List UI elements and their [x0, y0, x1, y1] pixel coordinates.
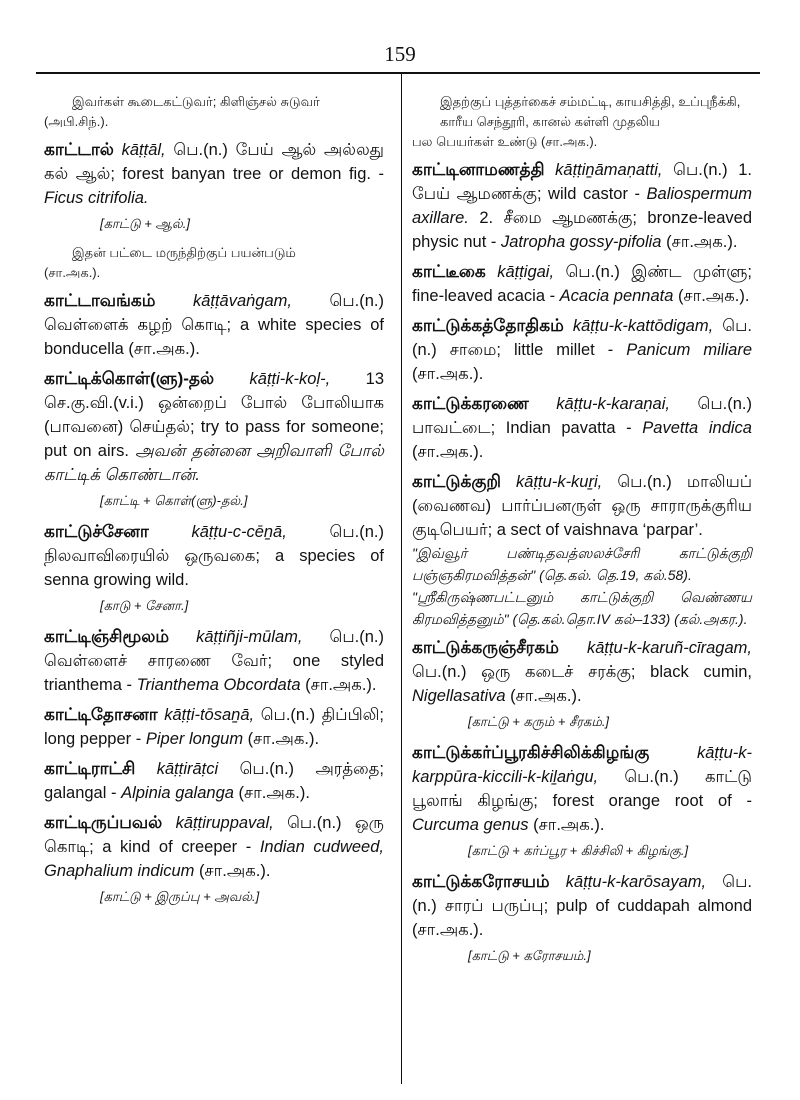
etymology: [காடு + சேனா.]: [100, 598, 189, 613]
source: (சா.அக.).: [678, 287, 750, 305]
header-rule: [36, 72, 760, 74]
source: (சா.அக.).: [247, 730, 320, 748]
headword: காட்டால்: [44, 140, 114, 159]
continued-text: இதற்குப் புத்தர்கைச் சம்மட்டி, காயசித்தி, உப்புநீக்கி, காரீய செந்தூரி, கானல் கள்ளி முதலிய பல பெயர்கள் உண்டு (சா.அக.).: [412, 94, 741, 149]
definition: 2. சீமை ஆமணக்கு; bronze-leaved physic nut -: [412, 209, 752, 251]
headword: காட்டாவங்கம்: [44, 291, 156, 310]
grammar: பெ.(n.): [412, 873, 752, 915]
entry: [44, 703, 384, 751]
grammar: பெ.(n.): [329, 292, 384, 310]
definition: ஒரு கடைச் சரக்கு; black cumin,: [481, 663, 752, 681]
scientific-name: Jatropha gossy-pifolia: [500, 233, 662, 251]
conjugation-number: 13: [365, 370, 384, 388]
definition: வெள்ளைக் கழற் கொடி; a white species of bonducella (சா.அக.).: [44, 316, 384, 358]
transliteration: kāṭṭirāṭci: [156, 760, 219, 778]
definition: அரத்தை; galangal -: [44, 760, 385, 802]
scientific-name: Baliospermum axillare.: [412, 185, 752, 227]
grammar: பெ.(n.): [624, 768, 679, 786]
source: (சா.அக.).: [305, 676, 377, 694]
entry: [44, 520, 384, 592]
headword: காட்டிஞ்சிமூலம்: [44, 627, 170, 646]
transliteration: kāṭṭu-c-cēṉā,: [191, 523, 287, 541]
scientific-name: Curcuma genus: [412, 816, 529, 834]
grammar: பெ.(n.): [329, 523, 384, 541]
entry: [44, 625, 384, 697]
entry: [412, 314, 752, 386]
headword: காட்டுக்குறி: [412, 472, 501, 491]
etymology: [காட்டு + ஆல்.]: [100, 216, 190, 231]
definition: வெள்ளைச் சாரணை வேர்; one styled trianthema -: [44, 652, 384, 694]
headword: காட்டீகை: [412, 262, 486, 281]
transliteration: kāṭṭu-k-karuñ-cīragam,: [586, 639, 752, 657]
entry: [412, 636, 752, 708]
definition: சாமை; little millet -: [449, 341, 614, 359]
headword: காட்டுக்கத்தோதிகம்: [412, 316, 564, 335]
transliteration: kāṭṭu-k-kattōdigam,: [572, 317, 714, 335]
column-divider: [401, 72, 402, 1084]
definition: இண்ட முள்ளு; fine-leaved acacia -: [412, 263, 752, 305]
transliteration: kāṭṭu-k-karppūra-kiccili-k-kiḻaṅgu,: [412, 744, 752, 786]
etymology: [காட்டு + கரோசயம்.]: [468, 948, 591, 963]
entry: [412, 392, 752, 464]
continued-text: இவர்கள் கூடைகட்டுவர்; கிளிஞ்சல் சுடுவர் (அபி.சிந்.).: [44, 94, 320, 129]
headword: காட்டுச்சேனா: [44, 522, 149, 541]
scientific-name: Alpinia galanga: [121, 784, 234, 802]
headword: காட்டுக்கரோசயம்: [412, 872, 550, 891]
definition: ஒரு கொடி; a kind of creeper -: [44, 814, 384, 856]
entry: [44, 367, 384, 487]
scientific-name: Ficus citrifolia.: [44, 189, 149, 207]
entry: [412, 870, 752, 942]
transliteration: kāṭṭāvaṅgam,: [192, 292, 292, 310]
headword: காட்டினாமணத்தி: [412, 160, 545, 179]
definition: பாவட்டை; Indian pavatta -: [412, 419, 632, 437]
headword: காட்டிருப்பவல்: [44, 813, 163, 832]
headword: காட்டுக்கர்ப்பூரகிச்சிலிக்கிழங்கு: [412, 743, 650, 762]
definition: பேய் ஆல் அல்லது கல் ஆல்; forest banyan tree or demon fig. -: [44, 141, 384, 183]
grammar: பெ.(n.): [287, 814, 342, 832]
definition: மாலியப் (வைணவ) பார்ப்பனருள் ஒரு சாராருக்குரிய குடிபெயர்; a sect of vaishnava ‘parpar’.: [412, 473, 752, 539]
entry: [412, 158, 752, 254]
entry: [412, 470, 752, 630]
example: அவன் தன்னை அறிவாளி போல் காட்டிக் கொண்டான்.: [44, 442, 384, 484]
scientific-name: Trianthema Obcordata: [136, 676, 301, 694]
source: (சா.அக.).: [510, 687, 582, 705]
entry: [44, 757, 384, 805]
transliteration: kāṭṭu-k-kuṟi,: [516, 473, 603, 491]
transliteration: kāṭṭiñji-mūlam,: [196, 628, 303, 646]
definition: 1. பேய் ஆமணக்கு; wild castor -: [412, 161, 753, 203]
etymology: [காட்டு + கரும் + சீரகம்.]: [468, 714, 610, 729]
definition: காட்டு பூலாங் கிழங்கு; forest orange root of -: [412, 768, 752, 810]
definition: ஒன்றைப் போல் போலியாக (பாவனை) செய்தல்; try to pass for someone; put on airs.: [44, 394, 384, 460]
grammar: பெ.(n.): [673, 161, 728, 179]
headword: காட்டிக்கொள்(ளு)-தல்: [44, 369, 215, 388]
grammar: பெ.(n.): [617, 473, 672, 491]
page-number: 159: [384, 42, 416, 66]
scientific-name: Acacia pennata: [559, 287, 674, 305]
entry: [44, 289, 384, 361]
transliteration: kāṭṭigai,: [497, 263, 555, 281]
grammar: பெ.(n.): [329, 628, 384, 646]
grammar: பெ.(n.): [239, 760, 295, 778]
quotation: "ஸ்ரீகிருஷ்ணபட்டனும் காட்டுக்குறி வெண்ணய கிரமவித்தனும்" (தெ.கல்.தொ.IV கல்–133) (கல்.அகர.).: [412, 589, 752, 627]
headword: காட்டுக்கரணை: [412, 394, 529, 413]
transliteration: kāṭṭu-k-karaṇai,: [556, 395, 670, 413]
entry: [44, 811, 384, 883]
source: (சா.அக.).: [666, 233, 738, 251]
grammar: பெ.(n.): [412, 663, 467, 681]
scientific-name: Panicum miliare: [626, 341, 752, 359]
definition: சாரப் பருப்பு; pulp of cuddapah almond: [444, 897, 752, 915]
headword: காட்டிராட்சி: [44, 759, 136, 778]
grammar: பெ.(n.): [173, 141, 228, 159]
right-column: [412, 90, 752, 975]
grammar: செ.கு.வி.(v.i.): [44, 394, 144, 412]
source: (சா.அக.).: [533, 816, 605, 834]
entry: [412, 260, 752, 308]
transliteration: kāṭṭiruppaval,: [175, 814, 274, 832]
entry: [412, 741, 752, 837]
definition: நிலவாவிரையில் ஒருவகை; a species of senna growing wild.: [44, 547, 384, 589]
etymology: [காட்டு + இருப்பு + அவல்.]: [100, 889, 260, 904]
entry: [44, 138, 384, 210]
grammar: பெ.(n.): [565, 263, 620, 281]
quotation: "இவ்வூர் பண்டிதவத்ஸலச்சேரி காட்டுக்குறி பஞ்ஞகிரமவித்தன்" (தெ.கல். தெ.19, கல்.58).: [412, 545, 752, 583]
headword: காட்டுக்கருஞ்சீரகம்: [412, 638, 559, 657]
etymology: [காட்டு + கர்ப்பூர + கிச்சிலி + கிழங்கு.]: [468, 843, 689, 858]
source: (சா.அக.).: [412, 921, 484, 939]
grammar: பெ.(n.): [697, 395, 752, 413]
scientific-name: Indian cudweed, Gnaphalium indicum: [44, 838, 384, 880]
transliteration: kāṭṭu-k-karōsayam,: [565, 873, 707, 891]
transliteration: kāṭṭiṉāmaṇatti,: [555, 161, 663, 179]
note: இதன் பட்டை மருந்திற்குப் பயன்படும் (சா.அக.).: [44, 245, 296, 280]
transliteration: kāṭṭi-k-koḷ-,: [249, 370, 331, 388]
scientific-name: Nigellasativa: [412, 687, 506, 705]
headword: காட்டிதோசனா: [44, 705, 158, 724]
grammar: பெ.(n.): [412, 317, 752, 359]
source: (சா.அக.).: [412, 365, 484, 383]
source: (சா.அக.).: [238, 784, 310, 802]
scientific-name: Piper longum: [145, 730, 244, 748]
transliteration: kāṭṭi-tōsaṉā,: [164, 706, 255, 724]
etymology: [காட்டி + கொள்(ளு)-தல்.]: [100, 493, 248, 508]
grammar: பெ.(n.): [260, 706, 316, 724]
definition: திப்பிலி; long pepper -: [44, 706, 385, 748]
scientific-name: Pavetta indica: [642, 419, 752, 437]
left-column: [44, 90, 384, 916]
source: (சா.அக.).: [412, 443, 484, 461]
transliteration: kāṭṭāl,: [121, 141, 166, 159]
source: (சா.அக.).: [199, 862, 271, 880]
